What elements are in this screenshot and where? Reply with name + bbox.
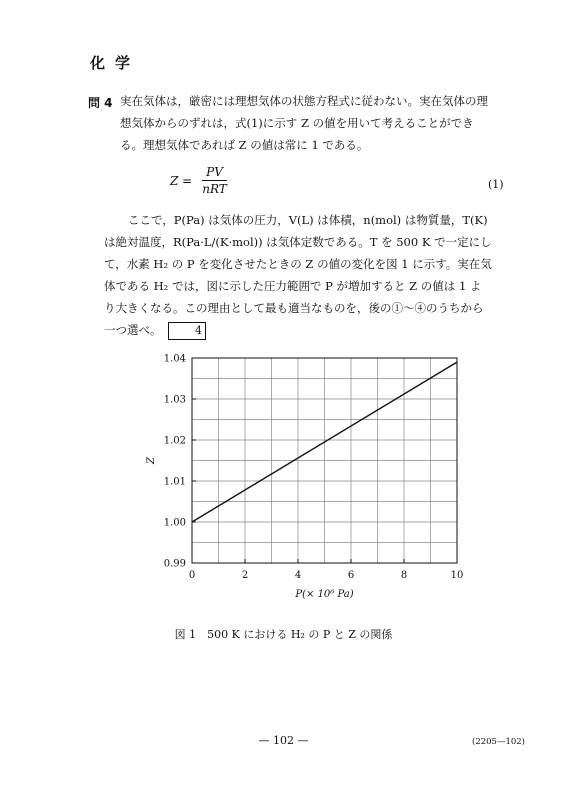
x-tick-label: 0 [188,570,196,581]
answer-box[interactable]: 4 [168,322,206,340]
equation [170,165,231,196]
y-tick-label: 1.00 [163,517,186,529]
y-tick-label: 1.01 [163,476,186,488]
x-tick-label: 2 [241,570,249,581]
y-tick-label: 1.03 [163,394,186,406]
y-tick-label: 0.99 [163,558,186,570]
x-tick-label: 4 [294,570,302,581]
equation-fraction [198,165,231,196]
y-tick-label: 1.04 [163,353,186,365]
explanation-text: ここで，P(Pa) は気体の圧力，V(L) は体積，n(mol) は物質量，T(K) は絶対温度，R(Pa·L/(K·mol)) は気体定数である。T を 500 K で一定にして，水素 H₂ の P を変化させたときの Z の値の変化を図 1 に示す。実在気体である H₂ では，図に示した圧力範囲で P が増加すると Z の値は 1 より大きくなる。この理由として最も適当なものを，後の①～④のうちから一つ選べ。 [104,213,492,337]
page-number: — 102 — [258,734,309,747]
z-vs-p-chart [140,350,470,620]
explanation-paragraph [104,209,492,341]
x-axis-label: P(× 10⁶ Pa) [295,589,354,600]
subject-title: 化学 [90,54,141,72]
y-axis-label: Z [146,457,157,464]
question-label: 問 4 [88,96,113,110]
figure-caption: 図 1 500 K における H₂ の P と Z の関係 [174,628,393,641]
x-tick-label: 6 [347,570,355,581]
equation-denominator: nRT [202,182,227,196]
intro-paragraph: 実在気体は，厳密には理想気体の状態方程式に従わない。実在気体の理想気体からのずれは，式(1)に示す Z の値を用いて考えることができる。理想気体であれば Z の値は常に 1 である。 [120,94,488,152]
equation-number: (1) [488,178,504,191]
equation-lhs: Z = [170,173,193,188]
page-code: (2205—102) [472,737,525,747]
x-tick-label: 8 [400,570,408,581]
x-tick-label: 10 [450,570,464,581]
y-tick-label: 1.02 [163,435,186,447]
equation-numerator: PV [202,165,227,181]
